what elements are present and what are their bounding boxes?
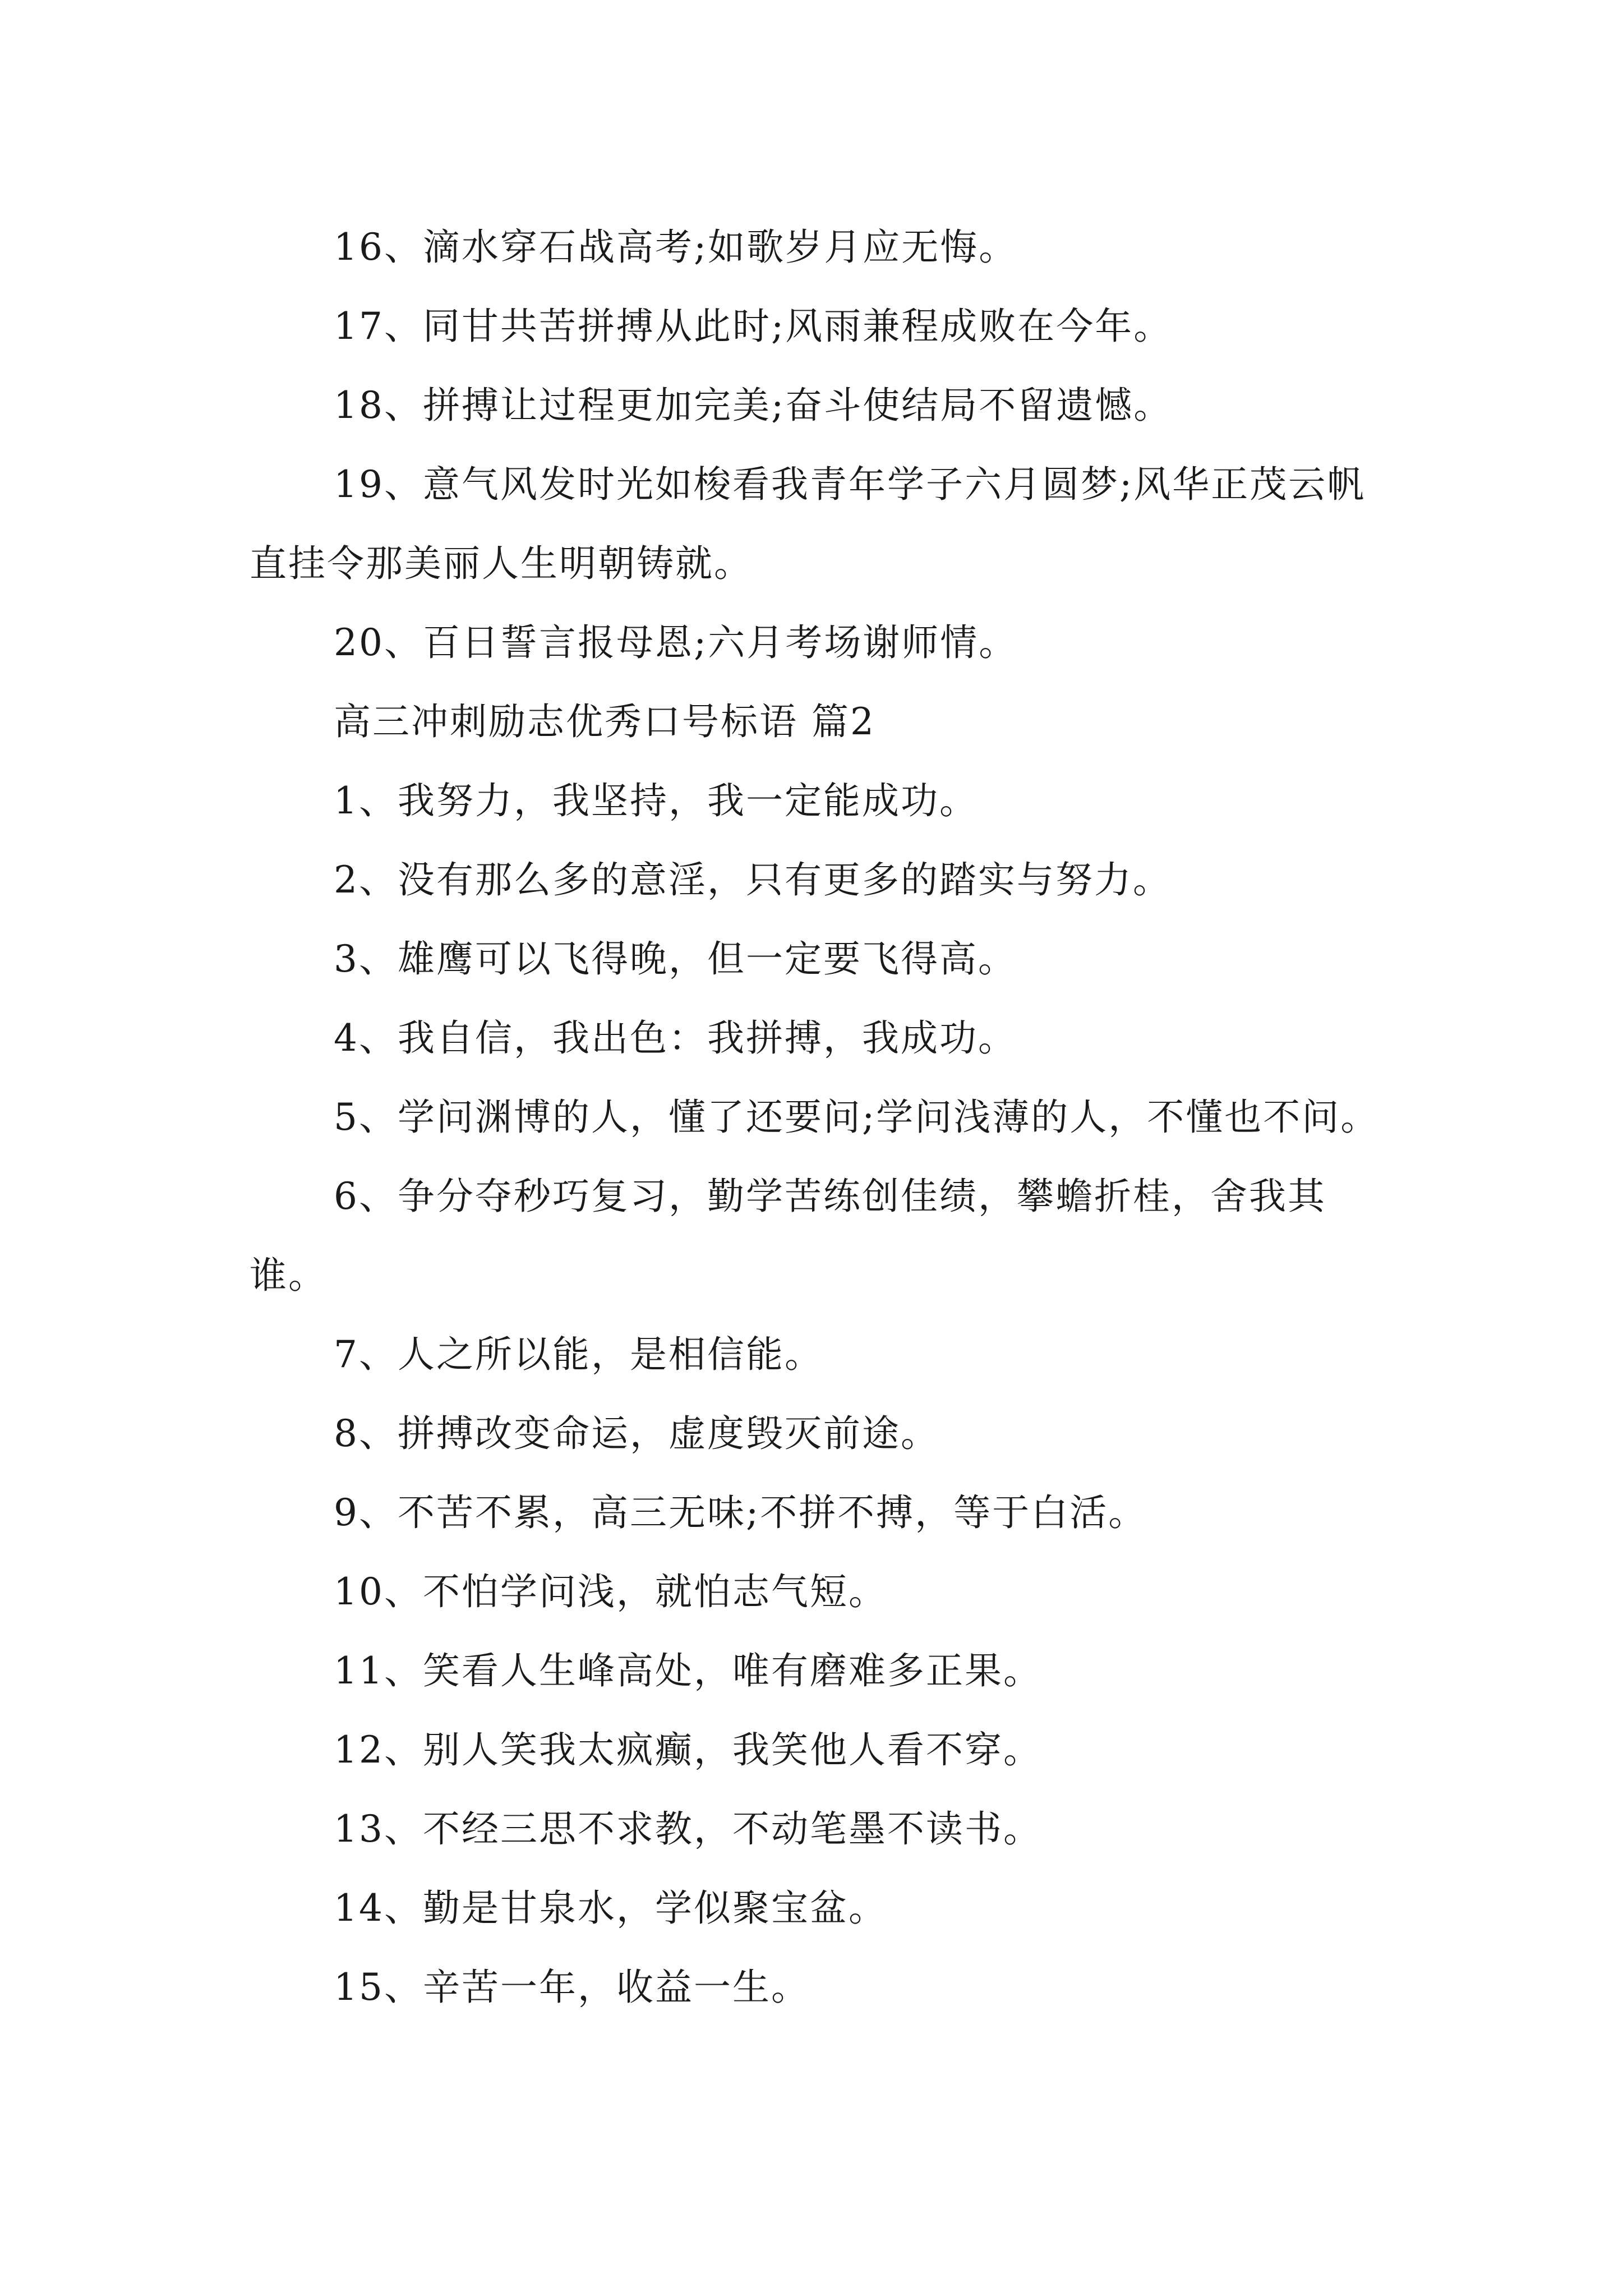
list-item: 10、不怕学问浅，就怕志气短。 [334,1570,887,1613]
list-item: 12、别人笑我太疯癫，我笑他人看不穿。 [334,1728,1042,1772]
list-item: 16、滴水穿石战高考;如歌岁月应无悔。 [334,226,1018,269]
list-item: 17、同甘共苦拼搏从此时;风雨兼程成败在今年。 [334,305,1173,348]
list-item: 6、争分夺秒巧复习，勤学苦练创佳绩，攀蟾折桂，舍我其谁。 [250,1175,1326,1297]
list-item: 5、学问渊博的人，懂了还要问;学问浅薄的人，不懂也不问。 [334,1096,1380,1139]
list-item: 19、意气风发时光如梭看我青年学子六月圆梦;风华正茂云帆直挂令那美丽人生明朝铸就。 [250,463,1366,585]
list-item: 2、没有那么多的意淫，只有更多的踏实与努力。 [334,858,1172,901]
list-item: 11、笑看人生峰高处，唯有磨难多正果。 [334,1649,1042,1692]
list-item: 3、雄鹰可以飞得晚，但一定要飞得高。 [334,937,1017,981]
list-item: 7、人之所以能，是相信能。 [334,1333,823,1376]
list-item: 1、我努力，我坚持，我一定能成功。 [334,779,978,822]
list-item: 13、不经三思不求教，不动笔墨不读书。 [334,1807,1042,1851]
list-item: 18、拼搏让过程更加完美;奋斗使结局不留遗憾。 [334,384,1173,427]
list-item: 15、辛苦一年，收益一生。 [334,1966,810,2009]
list-item: 20、百日誓言报母恩;六月考场谢师情。 [334,621,1018,664]
document-body [250,208,1388,2027]
list-item: 9、不苦不累，高三无味;不拼不搏，等于白活。 [334,1491,1147,1534]
section-heading: 高三冲刺励志优秀口号标语 篇2 [334,700,875,743]
list-item: 8、拼搏改变命运，虚度毁灭前途。 [334,1412,939,1455]
list-item: 4、我自信，我出色：我拼搏，我成功。 [334,1016,1017,1060]
list-item: 14、勤是甘泉水，学似聚宝盆。 [334,1887,887,1930]
